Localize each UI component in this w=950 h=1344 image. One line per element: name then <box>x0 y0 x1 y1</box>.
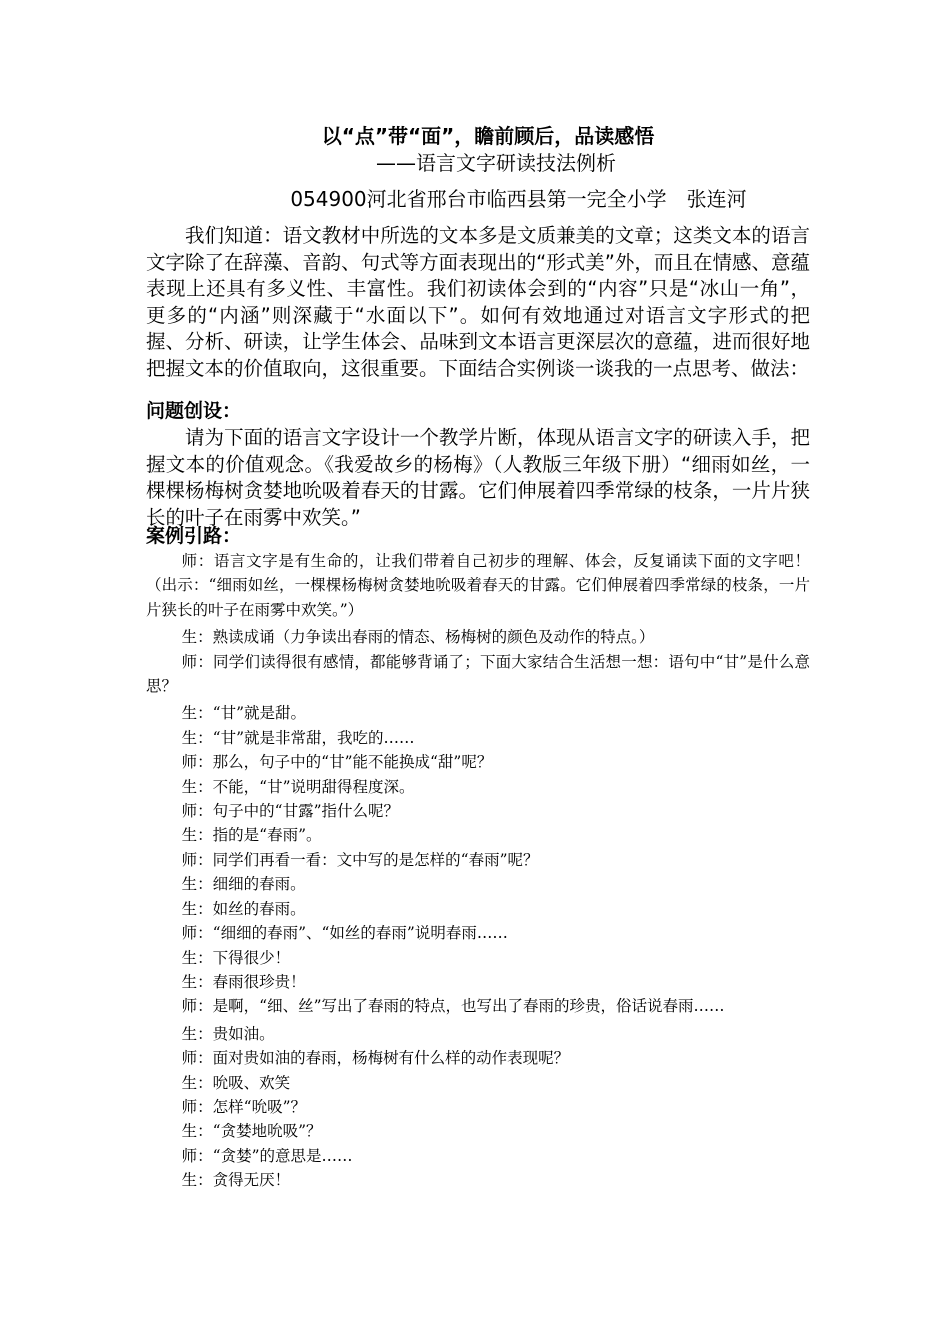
dialogue-line: 师：“细细的春雨”、“如丝的春雨”说明春雨…… <box>181 924 508 943</box>
dialogue-line: 生：春雨很珍贵！ <box>181 972 306 991</box>
dialogue-line: 师：同学们读得很有感情，都能够背诵了；下面大家结合生活想一想：语句中“甘”是什么意思？ <box>146 652 810 696</box>
dialogue-line: 生：熟读成诵（力争读出春雨的情态、杨梅树的颜色及动作的特点。） <box>181 628 655 647</box>
dialogue-line: 生：“甘”就是非常甜，我吃的…… <box>181 728 415 747</box>
dialogue-line: 生：贵如油。 <box>181 1024 275 1043</box>
section-heading-problem: 问题创设： <box>146 400 242 422</box>
section-heading-case: 案例引路： <box>146 525 242 547</box>
dialogue-line: 生：“贪婪地吮吸”？ <box>181 1122 322 1141</box>
dialogue-line: 师：是啊，“细、丝”写出了春雨的特点，也写出了春雨的珍贵，俗话说春雨…… <box>181 997 725 1016</box>
dialogue-line: 师：面对贵如油的春雨，杨梅树有什么样的动作表现呢？ <box>181 1049 570 1068</box>
dialogue-line: 师：那么，句子中的“甘”能不能换成“甜”呢？ <box>181 753 493 772</box>
dialogue-line: 师：怎样“吮吸”？ <box>181 1097 306 1116</box>
dialogue-line: 师：同学们再看一看：文中写的是怎样的“春雨”呢？ <box>181 850 539 869</box>
dialogue-line: 生：如丝的春雨。 <box>181 899 306 918</box>
dialogue-line: 师：“贪婪”的意思是…… <box>181 1146 353 1165</box>
document-subtitle: ——语言文字研读技法例析 <box>376 151 616 175</box>
dialogue-line: 师：语言文字是有生命的，让我们带着自己初步的理解、体会，反复诵读下面的文字吧！（出示：“细雨如丝，一棵棵杨梅树贪婪地吮吸着春天的甘露。它们伸展着四季常绿的枝条，一片片狭长的叶子在雨雾中欢笑。”） <box>146 552 810 619</box>
dialogue-line: 生：指的是“春雨”。 <box>181 826 322 845</box>
dialogue-line: 生：吮吸、欢笑 <box>181 1073 291 1092</box>
dialogue-line: 生：不能，“甘”说明甜得程度深。 <box>181 777 415 796</box>
dialogue-line: 生：“甘”就是甜。 <box>181 704 306 723</box>
author-line: 054900河北省邢台市临西县第一完全小学 张连河 <box>290 187 747 211</box>
problem-paragraph: 请为下面的语言文字设计一个教学片断，体现从语言文字的研读入手，把握文本的价值观念。《我爱故乡的杨梅》（人教版三年级下册）“细雨如丝，一棵棵杨梅树贪婪地吮吸着春天的甘露。它们伸展着四季常绿的枝条，一片片狭长的叶子在雨雾中欢笑。” <box>146 426 810 529</box>
intro-paragraph: 我们知道：语文教材中所选的文本多是文质兼美的文章；这类文本的语言文字除了在辞藻、音韵、句式等方面表现出的“形式美”外，而且在情感、意蕴表现上还具有多义性、丰富性。我们初读体会到的“内容”只是“冰山一角”，更多的“内涵”则深藏于“水面以下”。如何有效地通过对语言文字形式的把握、分析、研读，让学生体会、品味到文本语言更深层次的意蕴，进而很好地把握文本的价值取向，这很重要。下面结合实例谈一谈我的一点思考、做法： <box>146 224 810 380</box>
dialogue-line: 生：贪得无厌！ <box>181 1171 291 1190</box>
dialogue-line: 师：句子中的“甘露”指什么呢？ <box>181 802 399 821</box>
dialogue-line: 生：细细的春雨。 <box>181 875 306 894</box>
dialogue-line: 生：下得很少！ <box>181 948 291 967</box>
dialogue-list <box>146 549 810 1193</box>
document-title: 以“点”带“面”，瞻前顾后，品读感悟 <box>321 124 655 148</box>
